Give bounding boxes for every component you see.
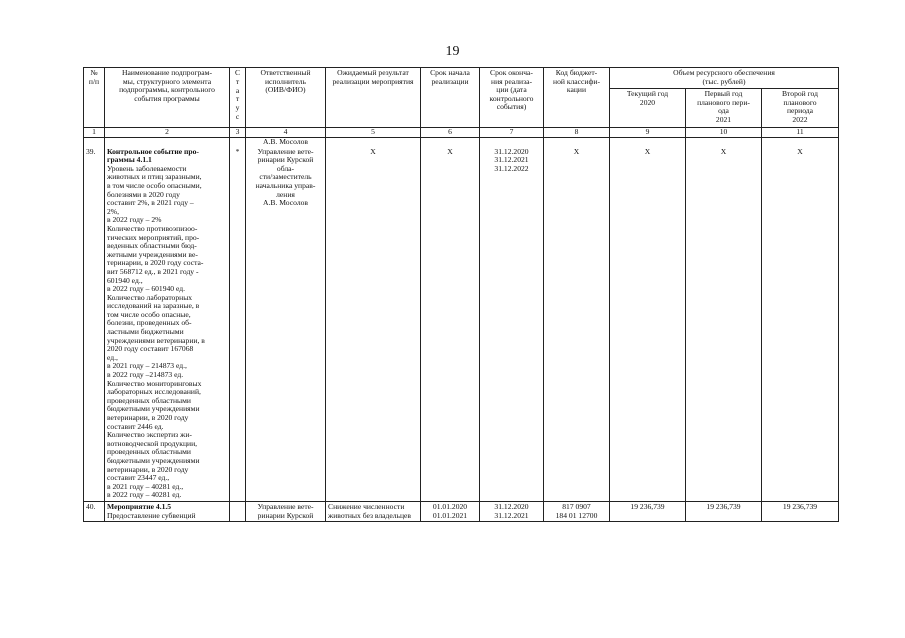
- text-line: Количество противоэпизоо-: [107, 223, 198, 233]
- text-line: планового: [783, 97, 817, 107]
- control-event-description: [105, 147, 230, 502]
- column-number-row: [84, 128, 839, 138]
- col-number: 4: [246, 128, 326, 138]
- measure-subtitle: Предоставление субвенций: [107, 510, 196, 520]
- budget-code: [544, 501, 610, 521]
- text-line: мы, структурного элемента: [122, 76, 212, 86]
- responsible-tail: А.В. Мосолов: [246, 137, 326, 147]
- text-line: Объем ресурсного обеспечения: [673, 68, 775, 77]
- header-start: [421, 68, 480, 128]
- text-line: кации: [566, 85, 587, 95]
- text-line: болезни, проведенных об-: [107, 318, 192, 328]
- col-number: 2: [105, 128, 230, 138]
- measure-description: [105, 501, 230, 521]
- text-line: реализации: [431, 76, 469, 86]
- col-number: 8: [544, 128, 610, 138]
- col-number: 10: [686, 128, 762, 138]
- text-line: 2020 году составит 167068: [107, 344, 194, 354]
- header-first-plan-year: [686, 89, 762, 128]
- status-mark: *: [230, 147, 246, 502]
- text-line: у: [235, 103, 240, 113]
- text-line: том числе особо опасные,: [107, 309, 191, 319]
- text-line: ветеринарии, в 2020 году: [107, 464, 189, 474]
- header-budget: [544, 68, 610, 128]
- responsible-executor: [246, 147, 326, 502]
- text-line: С: [234, 68, 241, 77]
- text-line: жетными учреждениями ве-: [107, 249, 198, 259]
- text-line: №: [90, 68, 98, 77]
- text-line: вотноводческой продукции,: [107, 438, 198, 448]
- text-line: Срок оконча-: [490, 68, 533, 77]
- text-line: составит 2446 ед.: [107, 421, 164, 431]
- text-line: с: [235, 111, 240, 121]
- text-line: ления: [276, 189, 295, 199]
- header-second-plan-year: [762, 89, 839, 128]
- row-number: 39.: [84, 147, 105, 502]
- header-name: [105, 68, 230, 128]
- text-line: 2022: [792, 114, 808, 124]
- text-line: события программы: [134, 93, 200, 103]
- text-line: Ожидаемый результат: [337, 68, 409, 77]
- text-line: 31.12.2022: [494, 163, 529, 173]
- text-line: обла-: [276, 163, 295, 173]
- text-line: а: [235, 85, 240, 95]
- col-number: 9: [610, 128, 686, 138]
- end-date: [480, 501, 544, 521]
- text-line: подпрограммы, контрольного: [119, 85, 215, 95]
- header-volume: [610, 68, 839, 89]
- text-line: составит 2%, в 2021 году –: [107, 198, 194, 208]
- text-line: теринарии, в 2020 году соста-: [107, 258, 204, 268]
- text-line: Первый год: [704, 89, 743, 98]
- text-line: ной классифи-: [553, 76, 600, 86]
- page-number: 19: [445, 44, 460, 59]
- text-line: 31.12.2021: [494, 155, 529, 165]
- measure-title: Мероприятие 4.1.5: [107, 501, 172, 511]
- current-year-amount: Х: [610, 147, 686, 502]
- text-line: 601940 ед.,: [107, 275, 143, 285]
- text-line: Наименование подпрограм-: [122, 68, 212, 77]
- text-line: ластными бюджетными: [107, 327, 184, 337]
- text-line: т: [235, 94, 240, 104]
- text-line: бюджетными учреждениями: [107, 404, 200, 414]
- text-line: ед.,: [107, 352, 118, 362]
- text-line: лабораторных исследований,: [107, 387, 201, 397]
- header-end: [480, 68, 544, 128]
- text-line: животных без владельцев: [328, 510, 411, 520]
- text-line: в 2021 году – 214873 ед.,: [107, 361, 187, 371]
- text-line: ринарии Курской: [257, 510, 314, 520]
- start-date: [421, 501, 480, 521]
- text-line: Срок начала: [430, 68, 470, 77]
- text-line: исследований на заразные, в: [107, 301, 200, 311]
- second-plan-year-amount: 19 236,739: [762, 501, 839, 521]
- text-line: 2021: [715, 114, 732, 124]
- current-year-amount: 19 236,739: [610, 501, 686, 521]
- text-line: ода: [718, 106, 729, 116]
- text-line: тических мероприятий, про-: [107, 232, 200, 242]
- text-line: (тыс. рублей): [702, 76, 746, 86]
- header-current-year: [610, 89, 686, 128]
- text-line: ции (дата: [496, 85, 527, 95]
- col-number: 1: [84, 128, 105, 138]
- text-line: Количество экспертиз жи-: [107, 430, 192, 440]
- second-plan-year-amount: Х: [762, 147, 839, 502]
- text-line: Уровень заболеваемости: [107, 163, 187, 173]
- col-number: 7: [480, 128, 544, 138]
- col-number: 5: [326, 128, 421, 138]
- col-number: 11: [762, 128, 839, 138]
- program-table: [83, 67, 839, 522]
- text-line: бюджетными учреждениями: [107, 455, 200, 465]
- text-line: Количество мониторинговых: [107, 378, 202, 388]
- text-line: сти/заместитель: [259, 172, 312, 182]
- text-line: контрольного: [489, 93, 534, 103]
- first-plan-year-amount: Х: [686, 147, 762, 502]
- text-line: в 2022 году –214873 ед.: [107, 370, 184, 380]
- text-line: ния реализа-: [491, 76, 532, 86]
- text-line: исполнитель: [264, 76, 307, 86]
- start-date: Х: [421, 147, 480, 502]
- col-number: 6: [421, 128, 480, 138]
- text-line: ринарии Курской: [257, 155, 314, 165]
- text-line: Ответственный: [260, 68, 311, 77]
- text-line: составит 23447 ед.,: [107, 473, 170, 483]
- text-line: Управление вете-: [257, 146, 314, 156]
- header-row: [84, 68, 839, 89]
- table-row-39: [84, 147, 839, 502]
- text-line: Количество лабораторных: [107, 292, 193, 302]
- col-number: 3: [230, 128, 246, 138]
- expected-result: Х: [326, 147, 421, 502]
- text-line: вит 568712 ед., в 2021 году -: [107, 266, 199, 276]
- text-line: п/п: [88, 76, 100, 86]
- text-line: в 2022 году – 40281 ед.: [107, 490, 182, 500]
- budget-code: Х: [544, 147, 610, 502]
- text-line: в 2022 году – 601940 ед.: [107, 284, 186, 294]
- text-line: учреждениями ветеринарии, в: [107, 335, 205, 345]
- text-line: граммы 4.1.1: [107, 155, 152, 165]
- text-line: ветеринарии, в 2020 году: [107, 413, 189, 422]
- table-row-continuation: [84, 137, 839, 147]
- text-line: в 2022 году – 2%: [107, 215, 162, 225]
- expected-result: [326, 501, 421, 521]
- text-line: 2%,: [107, 206, 120, 216]
- header-num: [84, 68, 105, 128]
- end-dates: [480, 147, 544, 502]
- text-line: Текущий год: [626, 89, 669, 98]
- text-line: 184 01 12700: [555, 510, 598, 520]
- text-line: 2020: [639, 97, 656, 107]
- text-line: Код бюджет-: [555, 68, 598, 77]
- text-line: события): [496, 102, 527, 112]
- text-line: А.В. Мосолов: [262, 198, 309, 208]
- text-line: проведенных областными: [107, 395, 191, 405]
- text-line: веденных областными бюд-: [107, 241, 197, 251]
- control-event-body: [107, 165, 227, 500]
- text-line: Второй год: [781, 89, 818, 98]
- text-line: 01.01.2021: [432, 510, 468, 520]
- text-line: болезнями в 2020 году: [107, 189, 180, 199]
- text-line: начальника управ-: [255, 180, 316, 190]
- text-line: (ОИВ/ФИО): [265, 85, 306, 95]
- header-responsible: [246, 68, 326, 128]
- text-line: периода: [786, 106, 814, 116]
- text-line: планового пери-: [697, 97, 750, 107]
- responsible-executor: [246, 501, 326, 521]
- control-event-title: [107, 148, 227, 165]
- first-plan-year-amount: 19 236,739: [686, 501, 762, 521]
- text-line: 31.12.2020: [494, 146, 529, 156]
- text-line: 31.12.2021: [494, 510, 529, 520]
- header-status: [230, 68, 246, 128]
- text-line: 01.01.2020: [432, 501, 468, 511]
- table-row-40: [84, 501, 839, 521]
- text-line: Управление вете-: [257, 501, 314, 511]
- text-line: 31.12.2020: [494, 501, 529, 511]
- text-line: в 2021 году – 40281 ед.,: [107, 481, 184, 491]
- text-line: Снижение численности: [328, 501, 405, 511]
- header-expected: [326, 68, 421, 128]
- text-line: т: [235, 76, 240, 86]
- row-number: 40.: [84, 501, 105, 521]
- text-line: Контрольное событие про-: [107, 146, 199, 156]
- text-line: в том числе особо опасными,: [107, 180, 202, 190]
- text-line: реализации мероприятия: [332, 76, 414, 86]
- text-line: 817 0907: [562, 501, 591, 511]
- text-line: проведенных областными: [107, 447, 191, 457]
- text-line: животных и птиц заразными,: [107, 172, 202, 182]
